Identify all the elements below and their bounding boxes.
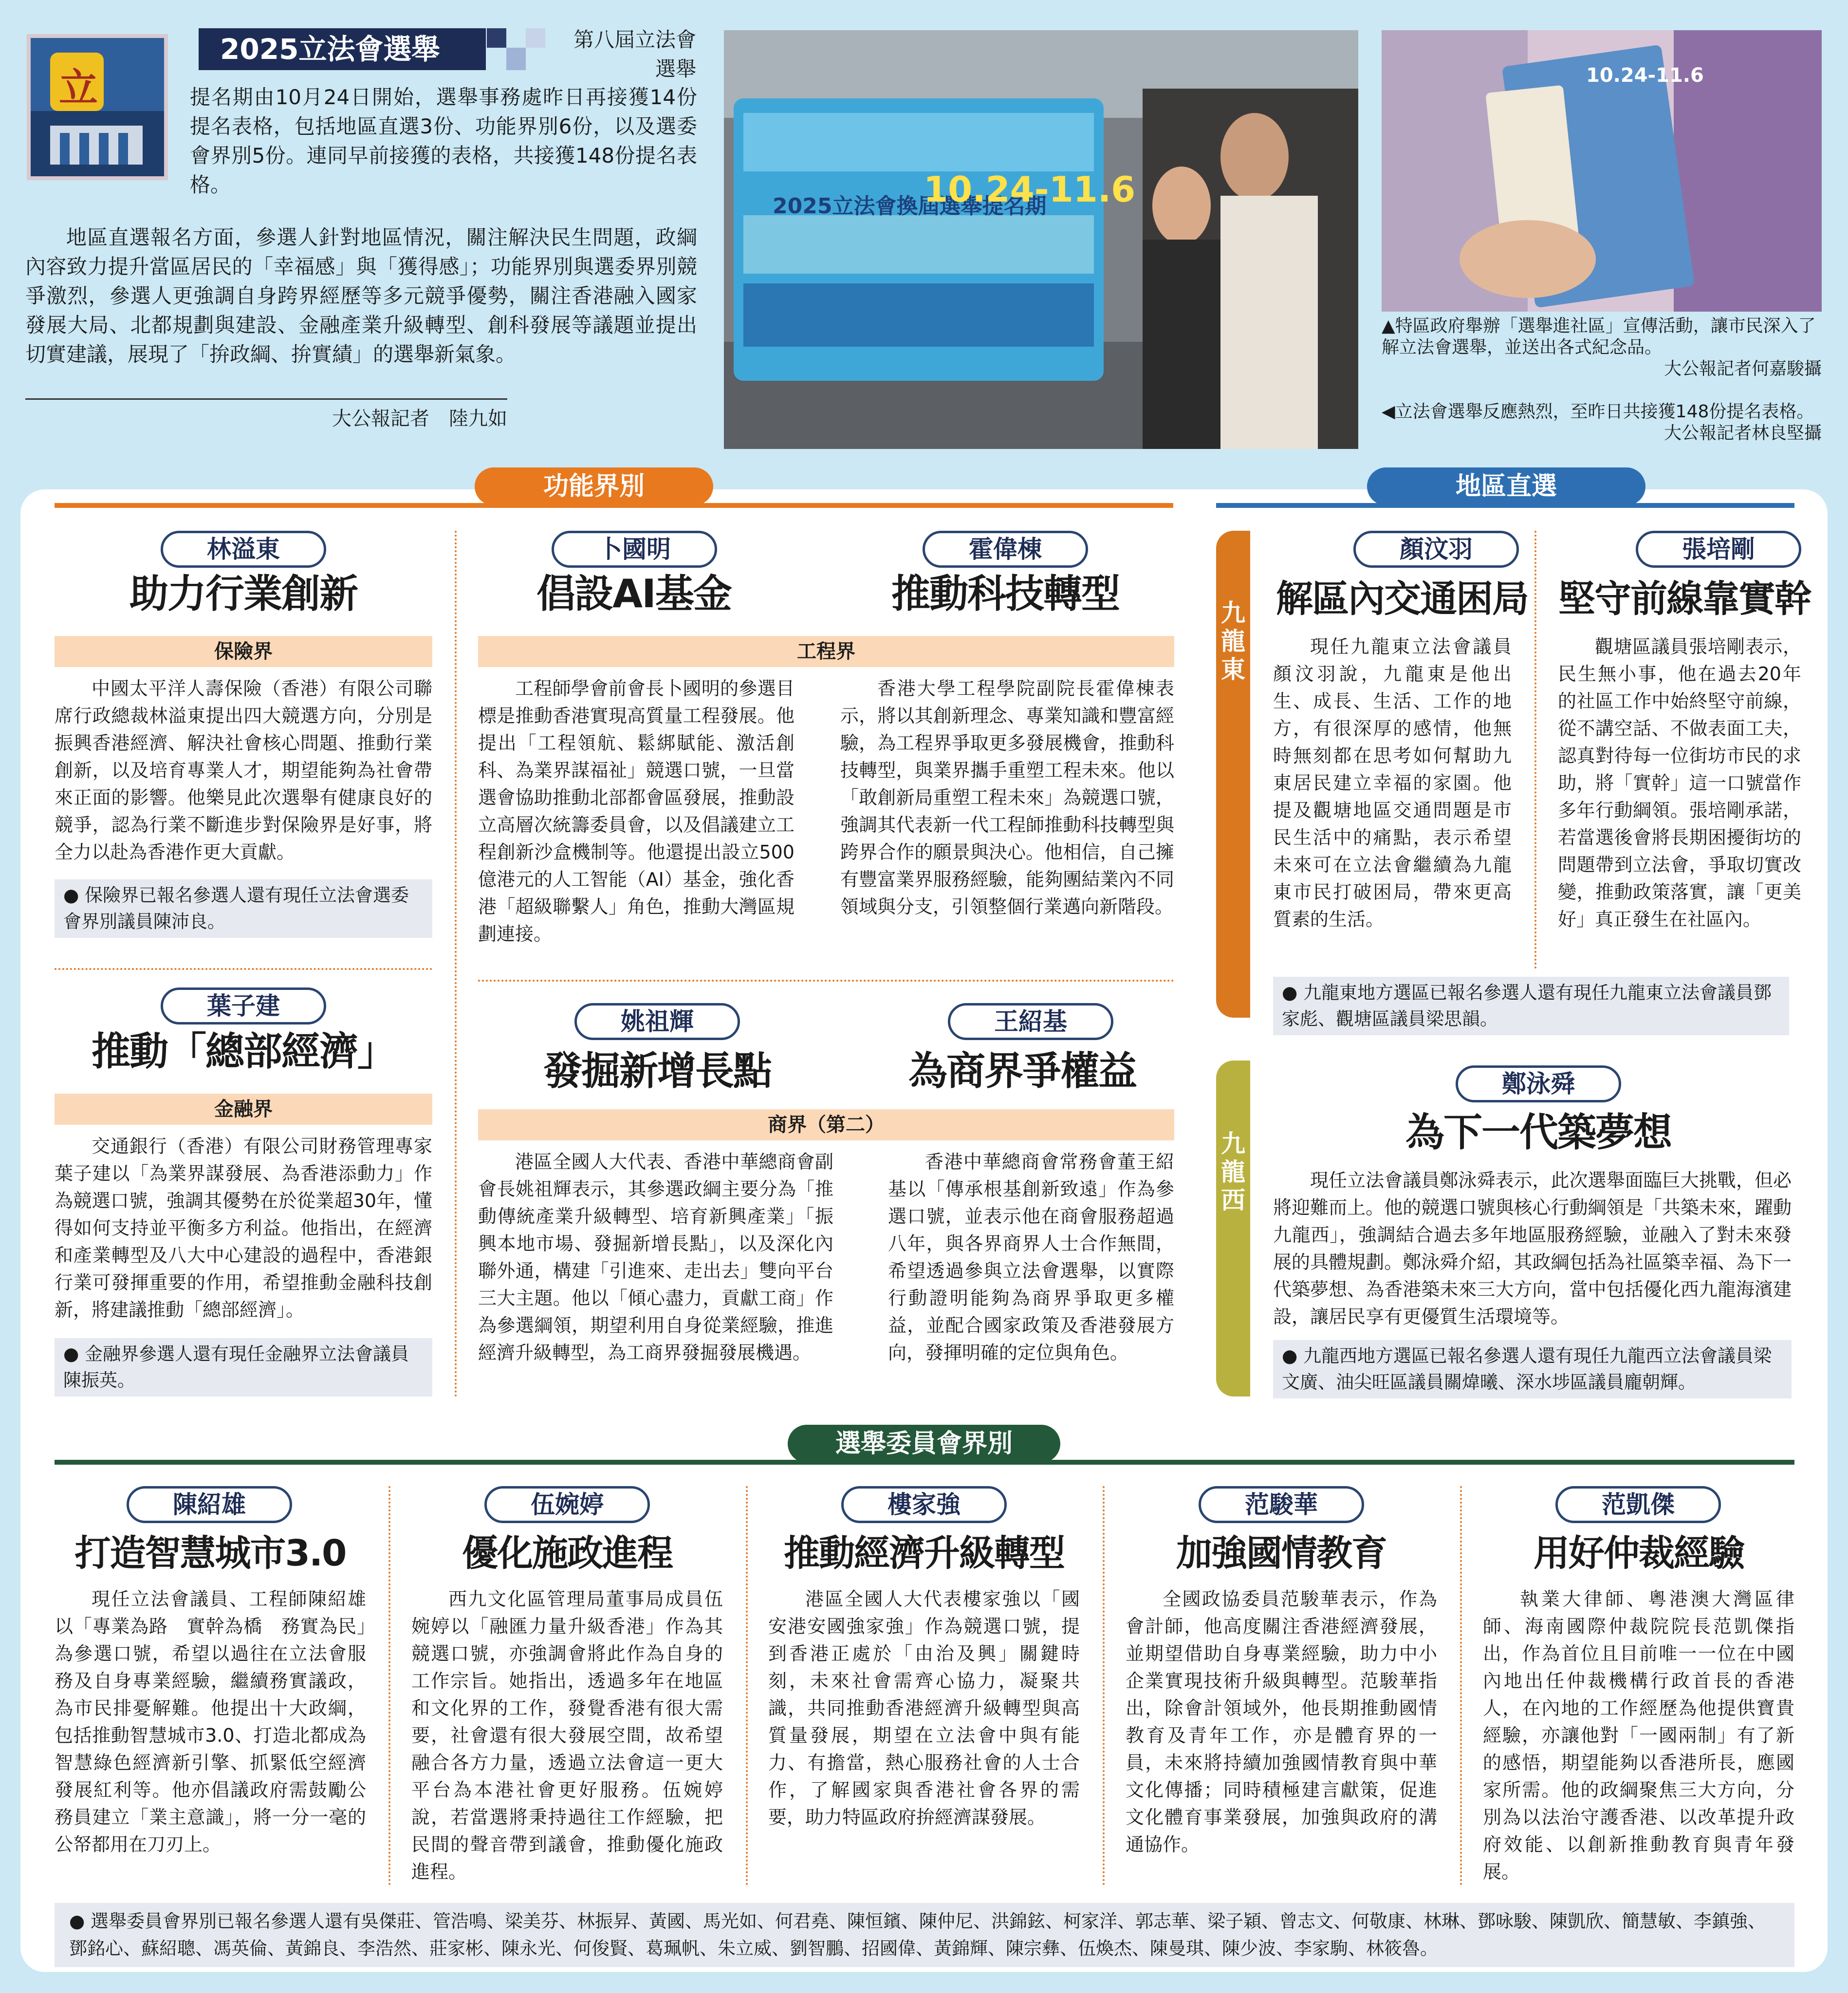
candidate-name-ngan: 顏汶羽 [1353, 531, 1519, 568]
headline-pok: 倡設AI基金 [536, 571, 731, 616]
body-pok: 工程師學會前會長卜國明的參選目標是推動香港實現高質量工程發展。他提出「工程領航、鬆綁賦能、激活創科、為業界謀福祉」競選口號，一旦當選會協助推動北部都會區發展，推動設立高層次統籌委員會，以及倡議建立工程創新沙盒機制等。他還提出設立500億港元的人工智能（AI）基金，強化香港「超級聯繫人」角色，推動大灣區規劃連接。 [478, 678, 795, 945]
headline-chan: 打造智慧城市3.0 [74, 1532, 346, 1574]
column-divider [1460, 1486, 1462, 1885]
logo-character: 立 [59, 65, 98, 111]
candidate-name-ng: 伍婉婷 [484, 1486, 650, 1523]
body-chan: 現任立法會議員、工程師陳紹雄以「專業為路 實幹為橋 務實為民」為參選口號，希望以過往在立法會服務及自身專業經驗，繼續務實議政，為市民排憂解難。他提出十大政綱，包括推動智慧城市3.0、打造北都成為智慧綠色經濟新引擎、抓緊低空經濟發展紅利等。他亦倡議政府需鼓勵公務員建立「業主意識」，將一分一毫的公帑都用在刀刃上。 [55, 1588, 366, 1855]
candidate-name-lau: 樓家強 [841, 1486, 1007, 1523]
body-cheung: 觀塘區議員張培剛表示，民生無小事，他在過去20年的社區工作中始終堅守前線，從不講空話、不做表面工夫，認真對待每一位街坊市民的求助，將「實幹」這一口號當作多年行動綱領。張培剛承諾，若當選後會將長期困擾街坊的問題帶到立法會，爭取切實改變，推動政策落實，讓「更美好」真正發生在社區內。 [1558, 636, 1801, 930]
candidate-name-fan-hoi-kit: 范凱傑 [1555, 1486, 1721, 1523]
body-fok: 香港大學工程學院副院長霍偉棟表示，將以其創新理念、專業知識和豐富經驗，為工程界爭取更多發展機會，推動科技轉型，與業界攜手重塑工程未來。他以「敢創新局重塑工程未來」為競選口號，強調其代表新一代工程師推動科技轉型與跨界合作的願景與決心。他相信，自己擁有豐富業界服務經驗，能夠團結業內不同領域與分支，引領整個行業邁向新階段。 [840, 678, 1174, 917]
headline-ngan: 解區內交通困局 [1276, 577, 1528, 620]
section-election-committee: 選舉委員會界別 [788, 1425, 1060, 1463]
headline-fan-chun-wah: 加強國情教育 [1176, 1532, 1386, 1574]
intro-para-2: 地區直選報名方面，參選人針對地區情況，關注解決民生問題，政綱內容致力提升當區居民的「幸福感」與「獲得感」；功能界別與選委界別競爭激烈，參選人更強調自身跨界經歷等多元競爭優勢，關注香港融入國家發展大局、北都規劃與建設、金融產業升級轉型、創科發展等議題並提出切實建議，展現了「拚政綱、拚實績」的選舉新氣象。 [25, 225, 697, 366]
headline-ip: 推動「總部經濟」 [92, 1029, 395, 1074]
section-geographical-constituencies: 地區直選 [1367, 467, 1645, 505]
candidate-name-chan: 陳紹雄 [127, 1486, 292, 1523]
banner-decoration [487, 28, 545, 70]
booklet-photo [1382, 30, 1822, 312]
sector-finance: 金融界 [55, 1094, 432, 1125]
booklet-date: 10.24-11.6 [1586, 64, 1704, 87]
body-yiu: 港區全國人大代表、香港中華總商會副會長姚祖輝表示，其參選政綱主要分為「推動傳統產業升級轉型、培育新興產業」「振興本地市場、發掘新增長點」，以及深化內聯外通，構建「引進來、走出去」雙向平台三大主題。他以「傾心盡力，貢獻工商」作為參選綱領，期望利用自身從業經驗，推進經濟升級轉型，為工商界發掘發展機遇。 [478, 1151, 833, 1363]
candidate-name-ip: 葉子建 [161, 987, 326, 1024]
tram-photo [724, 30, 1358, 449]
banner-title: 2025立法會選舉 [199, 28, 486, 70]
headline-cheung: 堅守前線靠實幹 [1558, 577, 1811, 620]
headline-cheng: 為下一代築夢想 [1405, 1110, 1671, 1155]
photo-caption-2: ◀立法會選舉反應熱烈，至昨日共接獲148份提名表格。 [1382, 402, 1814, 422]
column-divider [746, 1486, 748, 1885]
note-insurance: ● 保險界已報名參選人還有現任立法會選委會界別議員陳沛良。 [55, 879, 432, 938]
divider [478, 980, 1174, 982]
body-fan-chun-wah: 全國政協委員范駿華表示，作為會計師，他高度關注香港經濟發展，並期望借助自身專業經驗，助力中小企業實現技術升級與轉型。范駿華指出，除會計領域外，他長期推動國情教育及青年工作，亦是體育界的一員，未來將持續加強國情教育與中華文化傳播；同時積極建言獻策，促進文化體育事業發展，加強與政府的溝通協作。 [1126, 1588, 1437, 1855]
photo-credit-2: 大公報記者林良堅攝 [1663, 423, 1822, 443]
headline-fok: 推動科技轉型 [891, 571, 1119, 616]
body-lam: 中國太平洋人壽保險（香港）有限公司聯席行政總裁林溢東提出四大競選方向，分別是振興香港經濟、解決社會核心問題、推動行業創新，以及培育專業人才，期望能夠為社會帶來正面的影響。他樂見此次選舉有健康良好的競爭，認為行業不斷進步對保險界是好事，將全力以赴為香港作更大貢獻。 [55, 678, 432, 863]
candidate-name-yiu: 姚祖輝 [574, 1003, 740, 1040]
photo-caption-1: ▲特區政府舉辦「選舉進社區」宣傳活動，讓市民深入了解立法會選舉，並送出各式紀念品。 [1382, 316, 1816, 357]
body-wong: 香港中華總商會常務會董王紹基以「傳承根基創新致遠」作為參選口號，並表示他在商會服務超過八年，與各界商界人士合作無間，希望透過參與立法會選舉，以實際行動證明能夠為商界爭取更多權益，並配合國家政策及香港發展方向，發揮明確的定位與角色。 [888, 1151, 1174, 1363]
note-finance: ● 金融界參選人還有現任金融界立法會議員陳振英。 [55, 1338, 432, 1397]
sector-engineering: 工程界 [478, 636, 1174, 667]
legco-logo [27, 34, 168, 180]
body-ng: 西九文化區管理局董事局成員伍婉婷以「融匯力量升級香港」作為其競選口號，亦強調會將此作為自身的工作宗旨。她指出，透過多年在地區和文化界的工作，發覺香港有很大需要，社會還有很大發展空間，故希望融合各方力量，透過立法會這一更大平台為本港社會更好服務。伍婉婷說，若當選將秉持過往工作經驗，把民間的聲音帶到議會，推動優化施政進程。 [411, 1588, 723, 1882]
intro-para-1: 提名期由10月24日開始，選舉事務處昨日再接獲14份提名表格，包括地區直選3份、功能界別6份，以及選委會界別5份。連同早前接獲的表格，共接獲148份提名表格。 [190, 85, 697, 197]
candidate-name-lam: 林溢東 [161, 531, 326, 568]
section-functional-constituencies: 功能界別 [475, 467, 713, 505]
sector-insurance: 保險界 [55, 636, 432, 667]
intro-side-label: 第八屆立法會選舉 [573, 28, 696, 81]
column-divider [1534, 531, 1536, 969]
district-kowloon-east: 九龍東 [1221, 599, 1245, 684]
body-ip: 交通銀行（香港）有限公司財務管理專家葉子建以「為業界謀發展、為香港添動力」作為競選口號，強調其優勢在於從業超30年，懂得如何支持並平衡多方利益。他指出，在經濟和產業轉型及八大中心建設的過程中，香港銀行業可發揮重要的作用，希望推動金融科技創新，將建議推動「總部經濟」。 [55, 1136, 432, 1321]
note-election-committee: ● 選舉委員會界別已報名參選人還有吳傑莊、管浩鳴、梁美芬、林振昇、黃國、馬光如、何君堯、陳恒鑌、陳仲尼、洪錦鉉、柯家洋、郭志華、梁子穎、曾志文、何敬康、林琳、鄧咏駿、陳凱欣、簡慧敏、李鎮強、鄧銘心、蘇紹聰、馮英倫、黃錦良、李浩然、莊家彬、陳永光、何俊賢、葛珮帆、朱立威、劉智鵬、招國偉、黃錦輝、陳宗彝、伍煥杰、陳曼琪、陳少波、李家駒、林筱魯。 [55, 1903, 1794, 1967]
headline-lam: 助力行業創新 [129, 571, 357, 616]
byline: 大公報記者 陸九如 [332, 408, 507, 430]
district-bar-kowloon-west [1216, 1061, 1250, 1397]
district-kowloon-west: 九龍西 [1221, 1130, 1245, 1214]
candidate-name-pok: 卜國明 [552, 531, 717, 568]
tram-ad-title: 2025立法會換屆選舉提名期 [773, 194, 1047, 219]
headline-lau: 推動經濟升級轉型 [784, 1532, 1064, 1574]
byline-rule [25, 398, 507, 400]
body-fan-hoi-kit: 執業大律師、粵港澳大灣區律師、海南國際仲裁院院長范凱傑指出，作為首位且目前唯一一位在中國內地出任仲裁機構行政首長的香港人，在內地的工作經歷為他提供寶貴經驗，亦讓他對「一國兩制」有了新的感悟，期望能夠以香港所長，應國家所需。他的政綱聚焦三大方向，分別為以法治守護香港、以改革提升政府效能、以創新推動教育與青年發展。 [1483, 1588, 1794, 1882]
body-lau: 港區全國人大代表樓家強以「國安港安國強家強」作為競選口號，提到香港正處於「由治及興」關鍵時刻，未來社會需齊心協力，凝聚共識，共同推動香港經濟升級轉型與高質量發展，期望在立法會中與有能力、有擔當，熱心服務社會的人士合作，了解國家與香港社會各界的需要，助力特區政府拚經濟謀發展。 [768, 1588, 1080, 1828]
headline-wong: 為商界爭權益 [908, 1048, 1136, 1094]
column-divider [1103, 1486, 1105, 1885]
body-cheng: 現任立法會議員鄭泳舜表示，此次選舉面臨巨大挑戰，但必將迎難而上。他的競選口號與核心行動綱領是「共築未來，躍動九龍西」，強調結合過去多年地區服務經驗，並融入了對未來發展的具體規劃。鄭泳舜介紹，其政綱包括為社區築幸福、為下一代築夢想、為香港築未來三大方向，當中包括優化西九龍海濱建設，讓居民享有更優質生活環境等。 [1273, 1170, 1792, 1327]
column-divider [455, 531, 457, 1397]
body-ngan: 現任九龍東立法會議員顏汶羽說，九龍東是他出生、成長、生活、工作的地方，有很深厚的感情，他無時無刻都在思考如何幫助九東居民建立幸福的家園。他提及觀塘地區交通問題是市民生活中的痛點，表示希望未來可在立法會繼續為九龍東市民打破困局，帶來更高質素的生活。 [1273, 636, 1512, 930]
divider [55, 968, 432, 970]
candidate-name-fok: 霍偉棟 [923, 531, 1088, 568]
candidate-name-wong: 王紹基 [948, 1003, 1113, 1040]
candidate-name-cheung: 張培剛 [1636, 531, 1801, 568]
headline-yiu: 發掘新增長點 [543, 1048, 771, 1094]
candidate-name-cheng: 鄭泳舜 [1456, 1065, 1621, 1102]
note-kowloon-east: ● 九龍東地方選區已報名參選人還有現任九龍東立法會議員鄧家彪、觀塘區議員梁思韻。 [1273, 977, 1789, 1035]
sector-commercial: 商界（第二） [478, 1109, 1174, 1140]
candidate-name-fan-chun-wah: 范駿華 [1199, 1486, 1364, 1523]
headline-ng: 優化施政進程 [462, 1532, 672, 1574]
tram-ad-date: 10.24-11.6 [924, 169, 1136, 210]
note-kowloon-west: ● 九龍西地方選區已報名參選人還有現任九龍西立法會議員梁文廣、油尖旺區議員關煒曦、深水埗區議員龐朝輝。 [1273, 1340, 1792, 1398]
photo-credit-1: 大公報記者何嘉駿攝 [1663, 359, 1822, 379]
column-divider [388, 1486, 390, 1885]
headline-fan-hoi-kit: 用好仲裁經驗 [1534, 1532, 1744, 1574]
